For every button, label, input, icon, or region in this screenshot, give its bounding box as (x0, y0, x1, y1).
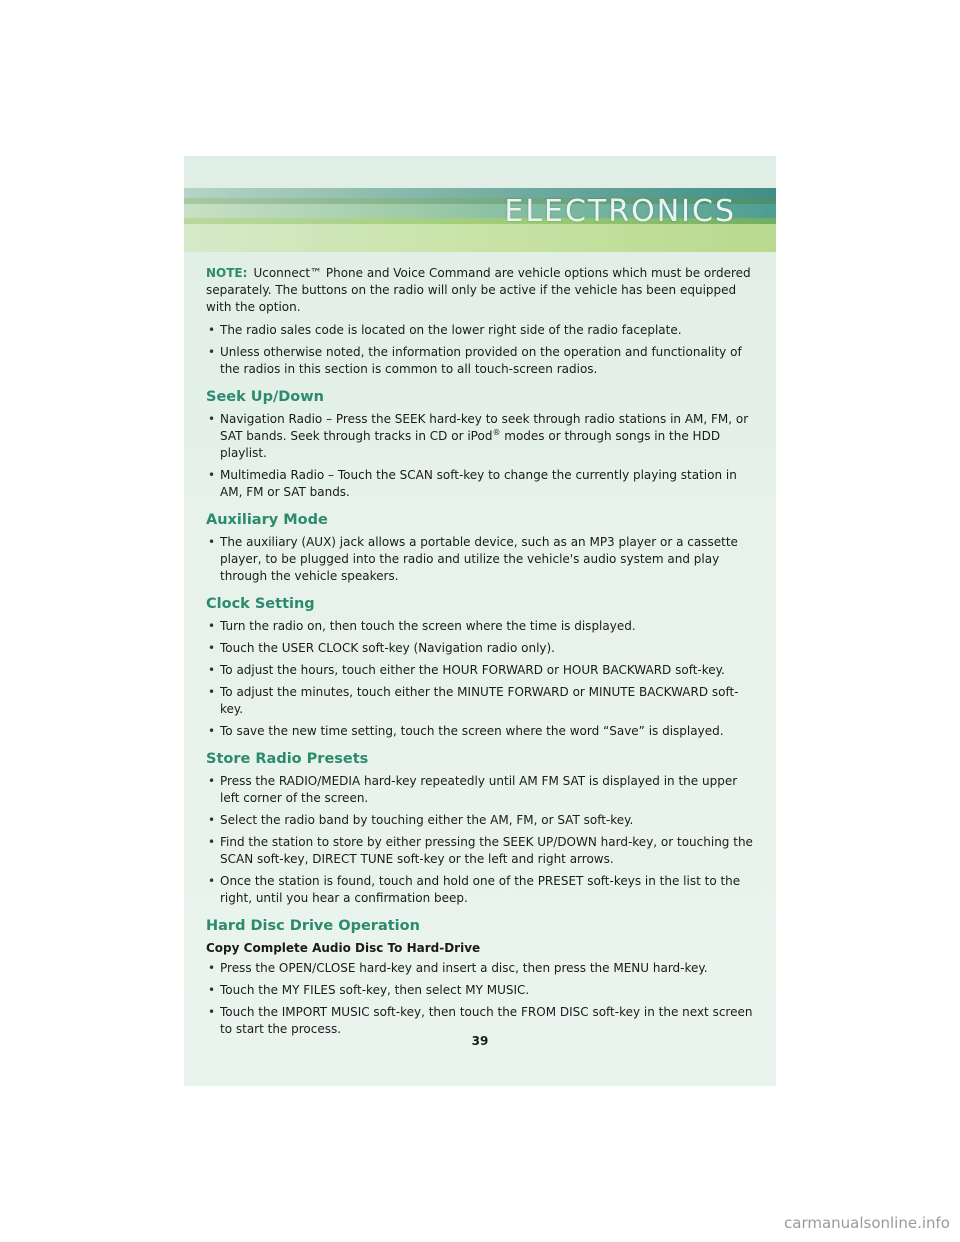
list-item: • To adjust the hours, touch either the HOUR FORWARD or HOUR BACKWARD soft-key. (206, 662, 756, 679)
list-item: • Multimedia Radio – Touch the SCAN soft-key to change the currently playing station in AM, FM or SAT bands. (206, 467, 756, 501)
subheading-copy-disc: Copy Complete Audio Disc To Hard-Drive (206, 941, 481, 955)
list-item: • To adjust the minutes, touch either the MINUTE FORWARD or MINUTE BACKWARD soft-key. (206, 684, 756, 718)
seek-text-a: Navigation Radio – Press the SEEK hard-key to seek through radio stations in AM, FM, or SAT bands. Seek through tracks in CD or iPod (220, 412, 749, 443)
note-text: Uconnect™ Phone and Voice Command are vehicle options which must be ordered separately. The buttons on the radio will only be active if the vehicle has been equipped with the option. (206, 266, 751, 314)
list-item: • Press the RADIO/MEDIA hard-key repeatedly until AM FM SAT is displayed in the upper left corner of the screen. (206, 773, 756, 807)
note-label: NOTE: (206, 266, 248, 280)
list-item: • Select the radio band by touching either the AM, FM, or SAT soft-key. (206, 812, 756, 829)
registered-mark: ® (492, 428, 501, 437)
list-item: • Turn the radio on, then touch the screen where the time is displayed. (206, 618, 756, 635)
seek-text-b: modes or through songs in the HDD playlist. (220, 429, 721, 460)
watermark-text: carmanualsonline.info (784, 1214, 950, 1232)
list-item (206, 411, 756, 462)
list-item: • Touch the MY FILES soft-key, then select MY MUSIC. (206, 982, 756, 999)
list-item: • Press the OPEN/CLOSE hard-key and insert a disc, then press the MENU hard-key. (206, 960, 756, 977)
hdd-list (206, 960, 756, 1038)
presets-list (206, 773, 756, 907)
heading-seek: Seek Up/Down (206, 389, 324, 405)
seek-list (206, 411, 756, 501)
list-item: • To save the new time setting, touch the screen where the word “Save” is displayed. (206, 723, 756, 740)
page-content (206, 265, 756, 1043)
list-item: • Unless otherwise noted, the information provided on the operation and functionality of the radios in this section is common to all touch-screen radios. (206, 344, 756, 378)
list-item: • Once the station is found, touch and hold one of the PRESET soft-keys in the list to the right, until you hear a confirmation beep. (206, 873, 756, 907)
list-item: • Touch the USER CLOCK soft-key (Navigation radio only). (206, 640, 756, 657)
heading-presets: Store Radio Presets (206, 751, 369, 767)
heading-aux: Auxiliary Mode (206, 512, 328, 528)
list-item: • Find the station to store by either pressing the SEEK UP/DOWN hard-key, or touching the SCAN soft-key, DIRECT TUNE soft-key or the left and right arrows. (206, 834, 756, 868)
section-banner (184, 156, 776, 256)
clock-list (206, 618, 756, 740)
list-item: • The radio sales code is located on the lower right side of the radio faceplate. (206, 322, 756, 339)
heading-clock: Clock Setting (206, 596, 315, 612)
note-paragraph (206, 265, 756, 316)
manual-page (184, 156, 776, 1086)
aux-list (206, 534, 756, 585)
heading-hdd: Hard Disc Drive Operation (206, 918, 420, 934)
list-item: • The auxiliary (AUX) jack allows a portable device, such as an MP3 player or a cassette player, to be plugged into the radio and utilize the vehicle's audio system and play through the vehicle speakers. (206, 534, 756, 585)
list-item: • Touch the IMPORT MUSIC soft-key, then touch the FROM DISC soft-key in the next screen to start the process. (206, 1004, 756, 1038)
intro-list (206, 322, 756, 378)
section-title: ELECTRONICS (504, 194, 736, 229)
page-number: 39 (471, 1034, 489, 1048)
